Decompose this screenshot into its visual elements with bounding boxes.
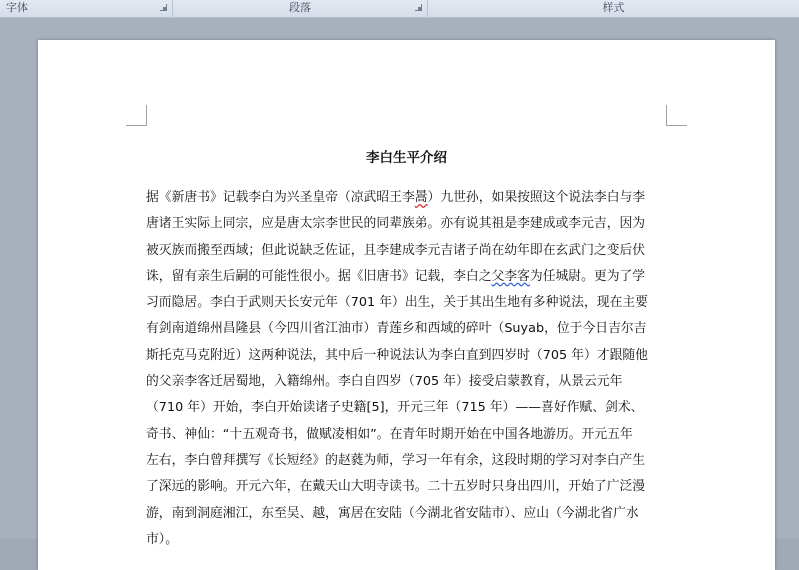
document-page[interactable] (38, 40, 775, 570)
document-canvas[interactable] (0, 18, 799, 547)
body-line[interactable]: 了深远的影响。开元六年，在戴天山大明寺读书。二十五岁时只身出四川，开始了广泛漫 (146, 479, 646, 495)
body-line[interactable]: 游，南到洞庭湘江，东至吴、越，寓居在安陆（今湖北省安陆市）、应山（今湖北省广水 (146, 505, 639, 521)
grammar-check-underline: 父李客 (491, 268, 530, 284)
body-line[interactable]: （710 年）开始，李白开始读诸子史籍[5]，开元三年（715 年）——喜好作赋、剑术、 (146, 400, 644, 416)
document-title[interactable]: 李白生平介绍 (366, 150, 447, 166)
ribbon-group-styles-label: 样式 (602, 1, 625, 14)
body-line[interactable]: 据《新唐书》记载李白为兴圣皇帝（凉武昭王李暠）九世孙，如果按照这个说法李白与李 (146, 190, 646, 205)
ribbon-group-styles (428, 0, 799, 17)
ribbon-group-paragraph-label: 段落 (289, 1, 311, 14)
ribbon-group-font-label: 字体 (6, 1, 28, 14)
body-line[interactable]: 唐诸王实际上同宗，应是唐太宗李世民的同辈族弟。亦有说其祖是李建成或李元吉，因为 (146, 216, 646, 232)
body-line[interactable]: 斯托克马克附近）这两种说法，其中后一种说法认为李白直到四岁时（705 年）才跟随他 (146, 347, 648, 363)
margin-corner-top-right (666, 105, 687, 126)
body-line[interactable]: 被灭族而搬至西域；但此说缺乏佐证，且李建成李元吉诸子尚在幼年即在玄武门之变后伏 (146, 242, 646, 258)
ribbon-group-paragraph (173, 0, 428, 17)
ribbon-group-font (0, 0, 173, 17)
spell-check-underline: 暠 (414, 190, 428, 205)
body-line[interactable]: 诛，留有亲生后嗣的可能性很小。据《旧唐书》记载，李白之父李客为任城尉。更为了学 (146, 268, 646, 284)
margin-corner-top-left (126, 105, 147, 126)
body-line[interactable]: 有剑南道绵州昌隆县（今四川省江油市）青莲乡和西域的碎叶（Suyab，位于今日吉尔吉 (146, 321, 647, 337)
body-line[interactable]: 奇书、神仙：“十五观奇书，做赋凌相如”。在青年时期开始在中国各地游历。开元五年 (146, 426, 633, 442)
body-line[interactable]: 的父亲李客迁居蜀地，入籍绵州。李白自四岁（705 年）接受启蒙教育，从景云元年 (146, 374, 623, 390)
paragraph-dialog-launcher-icon[interactable] (415, 4, 422, 11)
font-dialog-launcher-icon[interactable] (160, 4, 167, 11)
ribbon-group-labels (0, 0, 799, 18)
document-body[interactable] (146, 185, 666, 553)
body-line[interactable]: 习而隐居。李白于武则天长安元年（701 年）出生，关于其出生地有多种说法，现在主要 (146, 295, 648, 311)
body-line[interactable]: 市）。 (146, 531, 178, 547)
body-line[interactable]: 左右，李白曾拜撰写《长短经》的赵蕤为师，学习一年有余，这段时期的学习对李白产生 (146, 452, 646, 468)
